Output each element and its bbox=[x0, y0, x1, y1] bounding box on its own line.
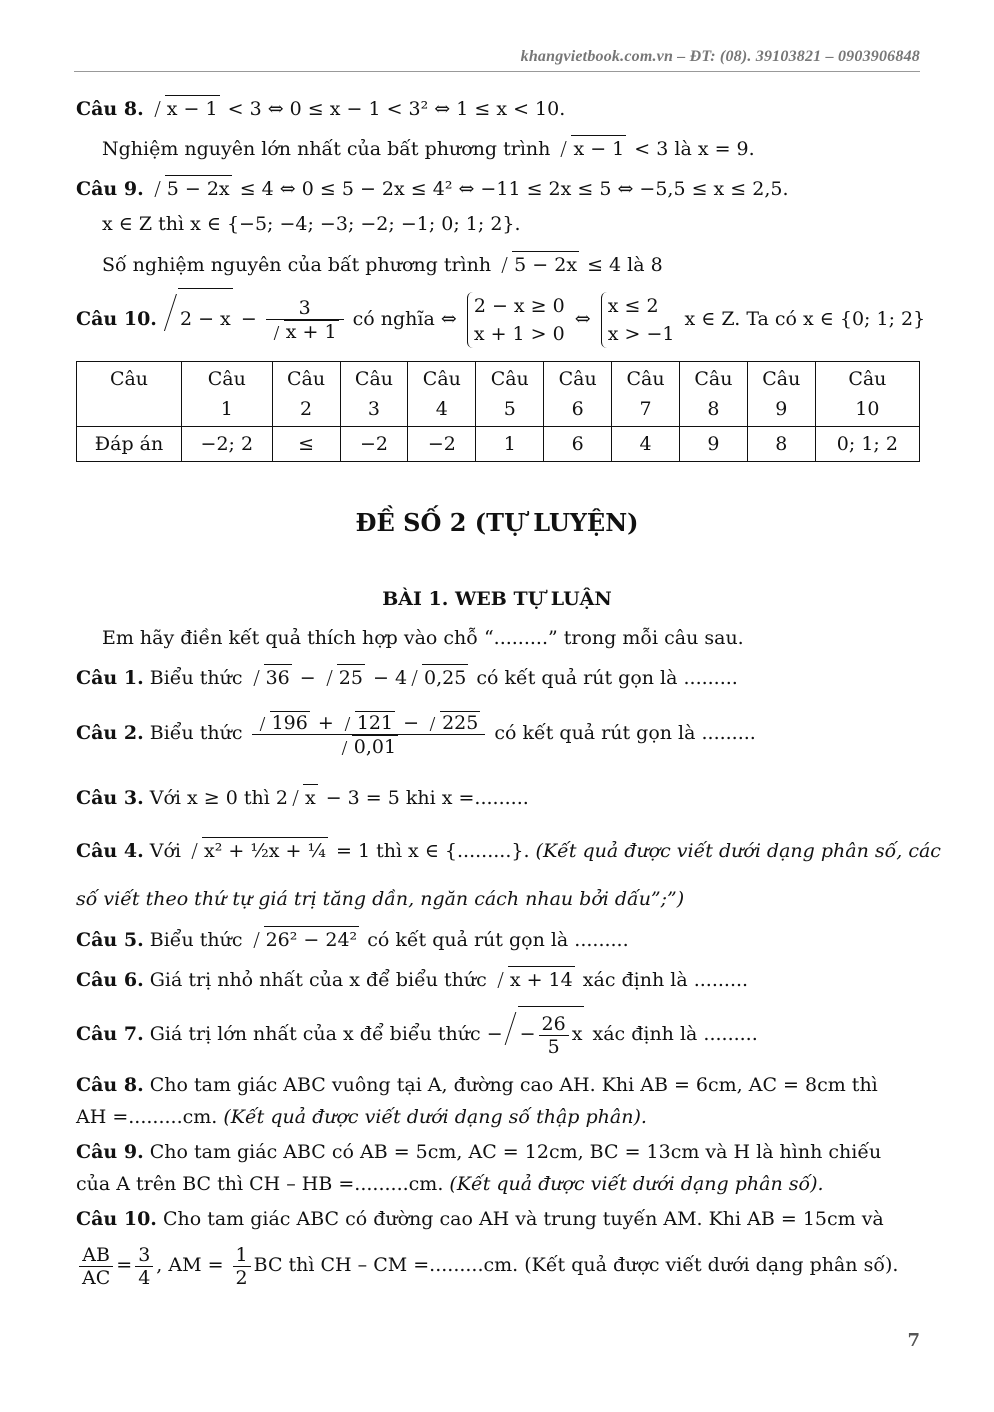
table-cell: −2 bbox=[340, 427, 408, 462]
page-header: khangvietbook.com.vn – ĐT: (08). 39103821 – 0903906848 bbox=[520, 48, 920, 65]
table-cell: 8 bbox=[747, 427, 815, 462]
table-header-cell: Câu 6 bbox=[544, 362, 612, 427]
question-3: Câu 3. Với x ≥ 0 thì 2 x − 3 = 5 khi x =......... bbox=[76, 784, 920, 811]
note-text: ≤ 4 là 8 bbox=[587, 254, 663, 276]
system-2: x ≤ 2 x > −1 bbox=[601, 292, 675, 348]
table-cell: 9 bbox=[679, 427, 747, 462]
table-cell: 6 bbox=[544, 427, 612, 462]
minus-sign: − bbox=[240, 308, 257, 330]
page-number: 7 bbox=[907, 1330, 920, 1351]
table-answer-label: Đáp án bbox=[77, 427, 182, 462]
question-9-cont: của A trên BC thì CH – HB =.........cm. (Kết quả được viết dưới dạng phân số). bbox=[76, 1173, 824, 1195]
table-header-cell: Câu 1 bbox=[182, 362, 273, 427]
solution-c8-note bbox=[102, 135, 920, 162]
solution-c10 bbox=[76, 288, 926, 348]
section-title: ĐỀ SỐ 2 (TỰ LUYỆN) bbox=[355, 508, 639, 537]
system-1: 2 − x ≥ 0 x + 1 > 0 bbox=[467, 292, 565, 348]
question-6: Câu 6. Giá trị nhỏ nhất của x để biểu thức x + 14 xác định là ......... bbox=[76, 966, 920, 993]
table-cell: −2 bbox=[408, 427, 476, 462]
question-10: Câu 10. Cho tam giác ABC có đường cao AH và trung tuyến AM. Khi AB = 15cm và bbox=[76, 1208, 884, 1230]
condition-tail: x ∈ Z. Ta có x ∈ {0; 1; 2} bbox=[684, 308, 926, 330]
question-2: Câu 2. Biểu thức $\frac{196 + 121 - 225}{0,01}$ có kết quả rút gọn là ......... bbox=[76, 711, 756, 758]
table-header-label: Câu bbox=[77, 362, 182, 427]
sqrt-expr: 2 − x bbox=[165, 288, 233, 349]
question-10-cont: $\frac{AB}{AC}$ = $\frac{3}{4}$ , AM = $\frac{1}{2}$ BC thì CH – CM =.........cm. (Kết quả được viết dưới dạng phân số). bbox=[76, 1238, 920, 1292]
solution-c9-note bbox=[102, 251, 920, 278]
fraction: $\frac{3}{x + 1}$ bbox=[266, 297, 344, 343]
note-text: < 3 là x = 9. bbox=[634, 138, 755, 160]
table-header-cell: Câu 7 bbox=[612, 362, 680, 427]
sqrt-expr: x − 1 bbox=[558, 135, 626, 162]
sqrt-expr: 5 − 2x bbox=[152, 175, 232, 202]
iff-sign: ⇔ bbox=[574, 308, 591, 330]
question-5: Câu 5. Biểu thức 26² − 24² có kết quả rút gọn là ......... bbox=[76, 926, 920, 953]
question-4-note: số viết theo thứ tự giá trị tăng dần, ngăn cách nhau bởi dấu”;”) bbox=[76, 888, 685, 910]
question-label: Câu 3. bbox=[76, 787, 144, 809]
table-header-row bbox=[77, 362, 920, 427]
table-cell: 1 bbox=[476, 427, 544, 462]
question-7: Câu 7. Giá trị lớn nhất của x để biểu thức − − $\frac{26}{5}$ x xác định là ......... bbox=[76, 1006, 920, 1060]
table-cell: 4 bbox=[612, 427, 680, 462]
table-header-cell: Câu 10 bbox=[815, 362, 919, 427]
question-label: Câu 7. bbox=[76, 1023, 144, 1045]
question-label: Câu 2. bbox=[76, 722, 144, 744]
table-header-cell: Câu 5 bbox=[476, 362, 544, 427]
question-9: Câu 9. Cho tam giác ABC có AB = 5cm, AC = 12cm, BC = 13cm và H là hình chiếu bbox=[76, 1141, 882, 1163]
instruction: Em hãy điền kết quả thích hợp vào chỗ “.........” trong mỗi câu sau. bbox=[102, 627, 744, 649]
question-label: Câu 4. bbox=[76, 840, 144, 862]
solution-expr: ≤ 4 ⇔ 0 ≤ 5 − 2x ≤ 4² ⇔ −11 ≤ 2x ≤ 5 ⇔ −5,5 ≤ x ≤ 2,5. bbox=[239, 178, 789, 200]
question-label: Câu 6. bbox=[76, 969, 144, 991]
table-header-cell: Câu 2 bbox=[272, 362, 340, 427]
solution-c8 bbox=[76, 95, 920, 122]
table-header-cell: Câu 3 bbox=[340, 362, 408, 427]
solution-label: Câu 8. bbox=[76, 98, 144, 120]
table-header-cell: Câu 9 bbox=[747, 362, 815, 427]
sqrt-expr: 5 − 2x bbox=[499, 251, 579, 278]
answer-table bbox=[76, 361, 920, 462]
question-label: Câu 5. bbox=[76, 929, 144, 951]
table-cell: 0; 1; 2 bbox=[815, 427, 919, 462]
table-cell: −2; 2 bbox=[182, 427, 273, 462]
question-8-cont: AH =.........cm. (Kết quả được viết dưới dạng số thập phân). bbox=[76, 1106, 647, 1128]
note-text: Số nghiệm nguyên của bất phương trình bbox=[102, 254, 492, 276]
question-label: Câu 1. bbox=[76, 667, 144, 689]
question-4: Câu 4. Với x² + ½x + ¼ = 1 thì x ∈ {.........}. (Kết quả được viết dưới dạng phân số, các bbox=[76, 837, 920, 864]
question-label: Câu 8. bbox=[76, 1074, 144, 1096]
question-label: Câu 10. bbox=[76, 1208, 157, 1230]
question-1: Câu 1. Biểu thức 36 − 25 − 4 0,25 có kết quả rút gọn là ......... bbox=[76, 664, 920, 691]
header-divider bbox=[74, 71, 920, 72]
question-label: Câu 9. bbox=[76, 1141, 144, 1163]
table-header-cell: Câu 4 bbox=[408, 362, 476, 427]
solution-expr: < 3 ⇔ 0 ≤ x − 1 < 3² ⇔ 1 ≤ x < 10. bbox=[227, 98, 566, 120]
table-cell: ≤ bbox=[272, 427, 340, 462]
solution-c9 bbox=[76, 175, 920, 202]
note-text: Nghiệm nguyên lớn nhất của bất phương trình bbox=[102, 138, 551, 160]
solution-label: Câu 10. bbox=[76, 308, 157, 330]
sqrt-expr: x − 1 bbox=[152, 95, 220, 122]
question-8: Câu 8. Cho tam giác ABC vuông tại A, đường cao AH. Khi AB = 6cm, AC = 8cm thì bbox=[76, 1074, 878, 1096]
table-row bbox=[77, 427, 920, 462]
solution-c9-set: x ∈ Z thì x ∈ {−5; −4; −3; −2; −1; 0; 1; 2}. bbox=[102, 213, 521, 235]
condition-text: có nghĩa ⇔ bbox=[352, 308, 457, 330]
table-header-cell: Câu 8 bbox=[679, 362, 747, 427]
solution-label: Câu 9. bbox=[76, 178, 144, 200]
fraction: $\frac{196 + 121 - 225}{0,01}$ bbox=[252, 711, 486, 758]
part-title: BÀI 1. WEB TỰ LUẬN bbox=[382, 588, 612, 610]
